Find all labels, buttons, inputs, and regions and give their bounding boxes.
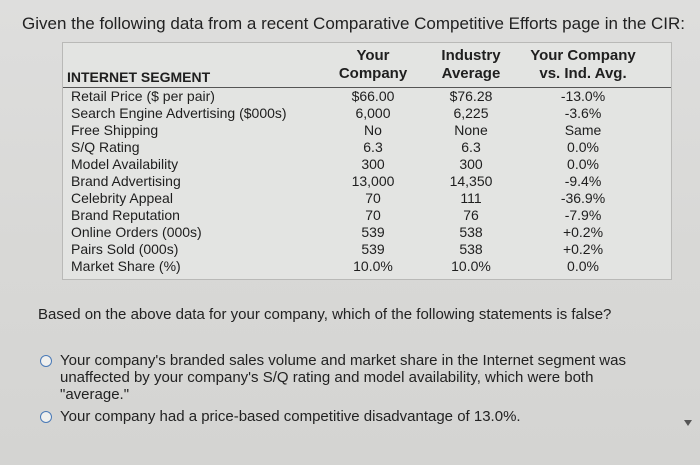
cir-data-table [62, 42, 672, 280]
row-label: Brand Reputation [71, 207, 180, 223]
table-row [63, 105, 671, 122]
option-text-line: Your company's branded sales volume and market share in the Internet segment was [60, 352, 626, 369]
col-header-industry-line2: Average [441, 65, 501, 82]
industry-average-value: 6.3 [461, 139, 481, 155]
industry-average-value: 538 [459, 224, 483, 240]
industry-average-value: None [454, 122, 488, 138]
vs-industry-value: Same [564, 122, 602, 138]
row-label: Pairs Sold (000s) [71, 241, 179, 257]
table-row [63, 224, 671, 241]
your-company-value: 6.3 [363, 139, 383, 155]
vs-industry-value: 0.0% [567, 156, 599, 172]
industry-average-value: 300 [459, 156, 483, 172]
row-label: Model Availability [71, 156, 179, 172]
row-label: Free Shipping [71, 122, 159, 138]
your-company-value: 13,000 [351, 173, 395, 189]
your-company-value: 539 [361, 241, 385, 257]
scroll-down-icon[interactable] [684, 420, 692, 426]
col-header-vs-industry [518, 47, 648, 83]
table-row [63, 190, 671, 207]
row-label: Search Engine Advertising ($000s) [71, 105, 287, 121]
industry-average-value: 76 [463, 207, 479, 223]
industry-average-value: 538 [459, 241, 483, 257]
col-header-your-line2: Company [338, 65, 408, 82]
table-row [63, 207, 671, 224]
table-row [63, 88, 671, 105]
your-company-value: 539 [361, 224, 385, 240]
question-prompt: Based on the above data for your company, which of the following statements is false? [38, 306, 612, 323]
col-header-industry-average [425, 47, 517, 83]
table-row [63, 122, 671, 139]
vs-industry-value: -13.0% [560, 88, 606, 104]
row-label: Celebrity Appeal [71, 190, 173, 206]
table-row [63, 258, 671, 275]
segment-header: INTERNET SEGMENT [67, 69, 211, 85]
option-text-line: Your company had a price-based competitive disadvantage of 13.0%. [60, 408, 521, 425]
vs-industry-value: 0.0% [567, 258, 599, 274]
vs-industry-value: -3.6% [564, 105, 602, 121]
answer-option-2[interactable] [40, 408, 680, 428]
your-company-value: No [364, 122, 382, 138]
vs-industry-value: -9.4% [564, 173, 602, 189]
industry-average-value: $76.28 [449, 88, 493, 104]
industry-average-value: 6,225 [453, 105, 489, 121]
row-label: Brand Advertising [71, 173, 181, 189]
vs-industry-value: -7.9% [564, 207, 602, 223]
table-row [63, 173, 671, 190]
col-header-your-line1: Your [356, 47, 390, 64]
industry-average-value: 10.0% [451, 258, 491, 274]
your-company-value: 70 [365, 190, 381, 206]
your-company-value: 6,000 [355, 105, 391, 121]
row-label: Online Orders (000s) [71, 224, 202, 240]
option-text-line: unaffected by your company's S/Q rating and model availability, which were both [60, 369, 594, 386]
col-header-your-company [333, 47, 413, 83]
vs-industry-value: -36.9% [560, 190, 606, 206]
question-header: Given the following data from a recent Comparative Competitive Efforts page in the CIR: [22, 14, 686, 33]
your-company-value: 70 [365, 207, 381, 223]
vs-industry-value: +0.2% [562, 224, 604, 240]
col-header-industry-line1: Industry [441, 47, 501, 64]
table-row [63, 139, 671, 156]
your-company-value: 10.0% [353, 258, 393, 274]
industry-average-value: 14,350 [449, 173, 493, 189]
option-text-line: "average." [60, 386, 130, 403]
table-row [63, 156, 671, 173]
industry-average-value: 111 [460, 190, 482, 206]
radio-button[interactable] [40, 411, 52, 423]
vs-industry-value: 0.0% [567, 139, 599, 155]
col-header-vs-line2: vs. Ind. Avg. [539, 65, 627, 82]
row-label: Market Share (%) [71, 258, 181, 274]
vs-industry-value: +0.2% [562, 241, 604, 257]
answer-option-1[interactable] [40, 352, 680, 408]
row-label: Retail Price ($ per pair) [71, 88, 215, 104]
radio-button[interactable] [40, 355, 52, 367]
your-company-value: $66.00 [351, 88, 395, 104]
row-label: S/Q Rating [71, 139, 140, 155]
col-header-vs-line1: Your Company [530, 47, 636, 64]
table-row [63, 241, 671, 258]
your-company-value: 300 [361, 156, 385, 172]
